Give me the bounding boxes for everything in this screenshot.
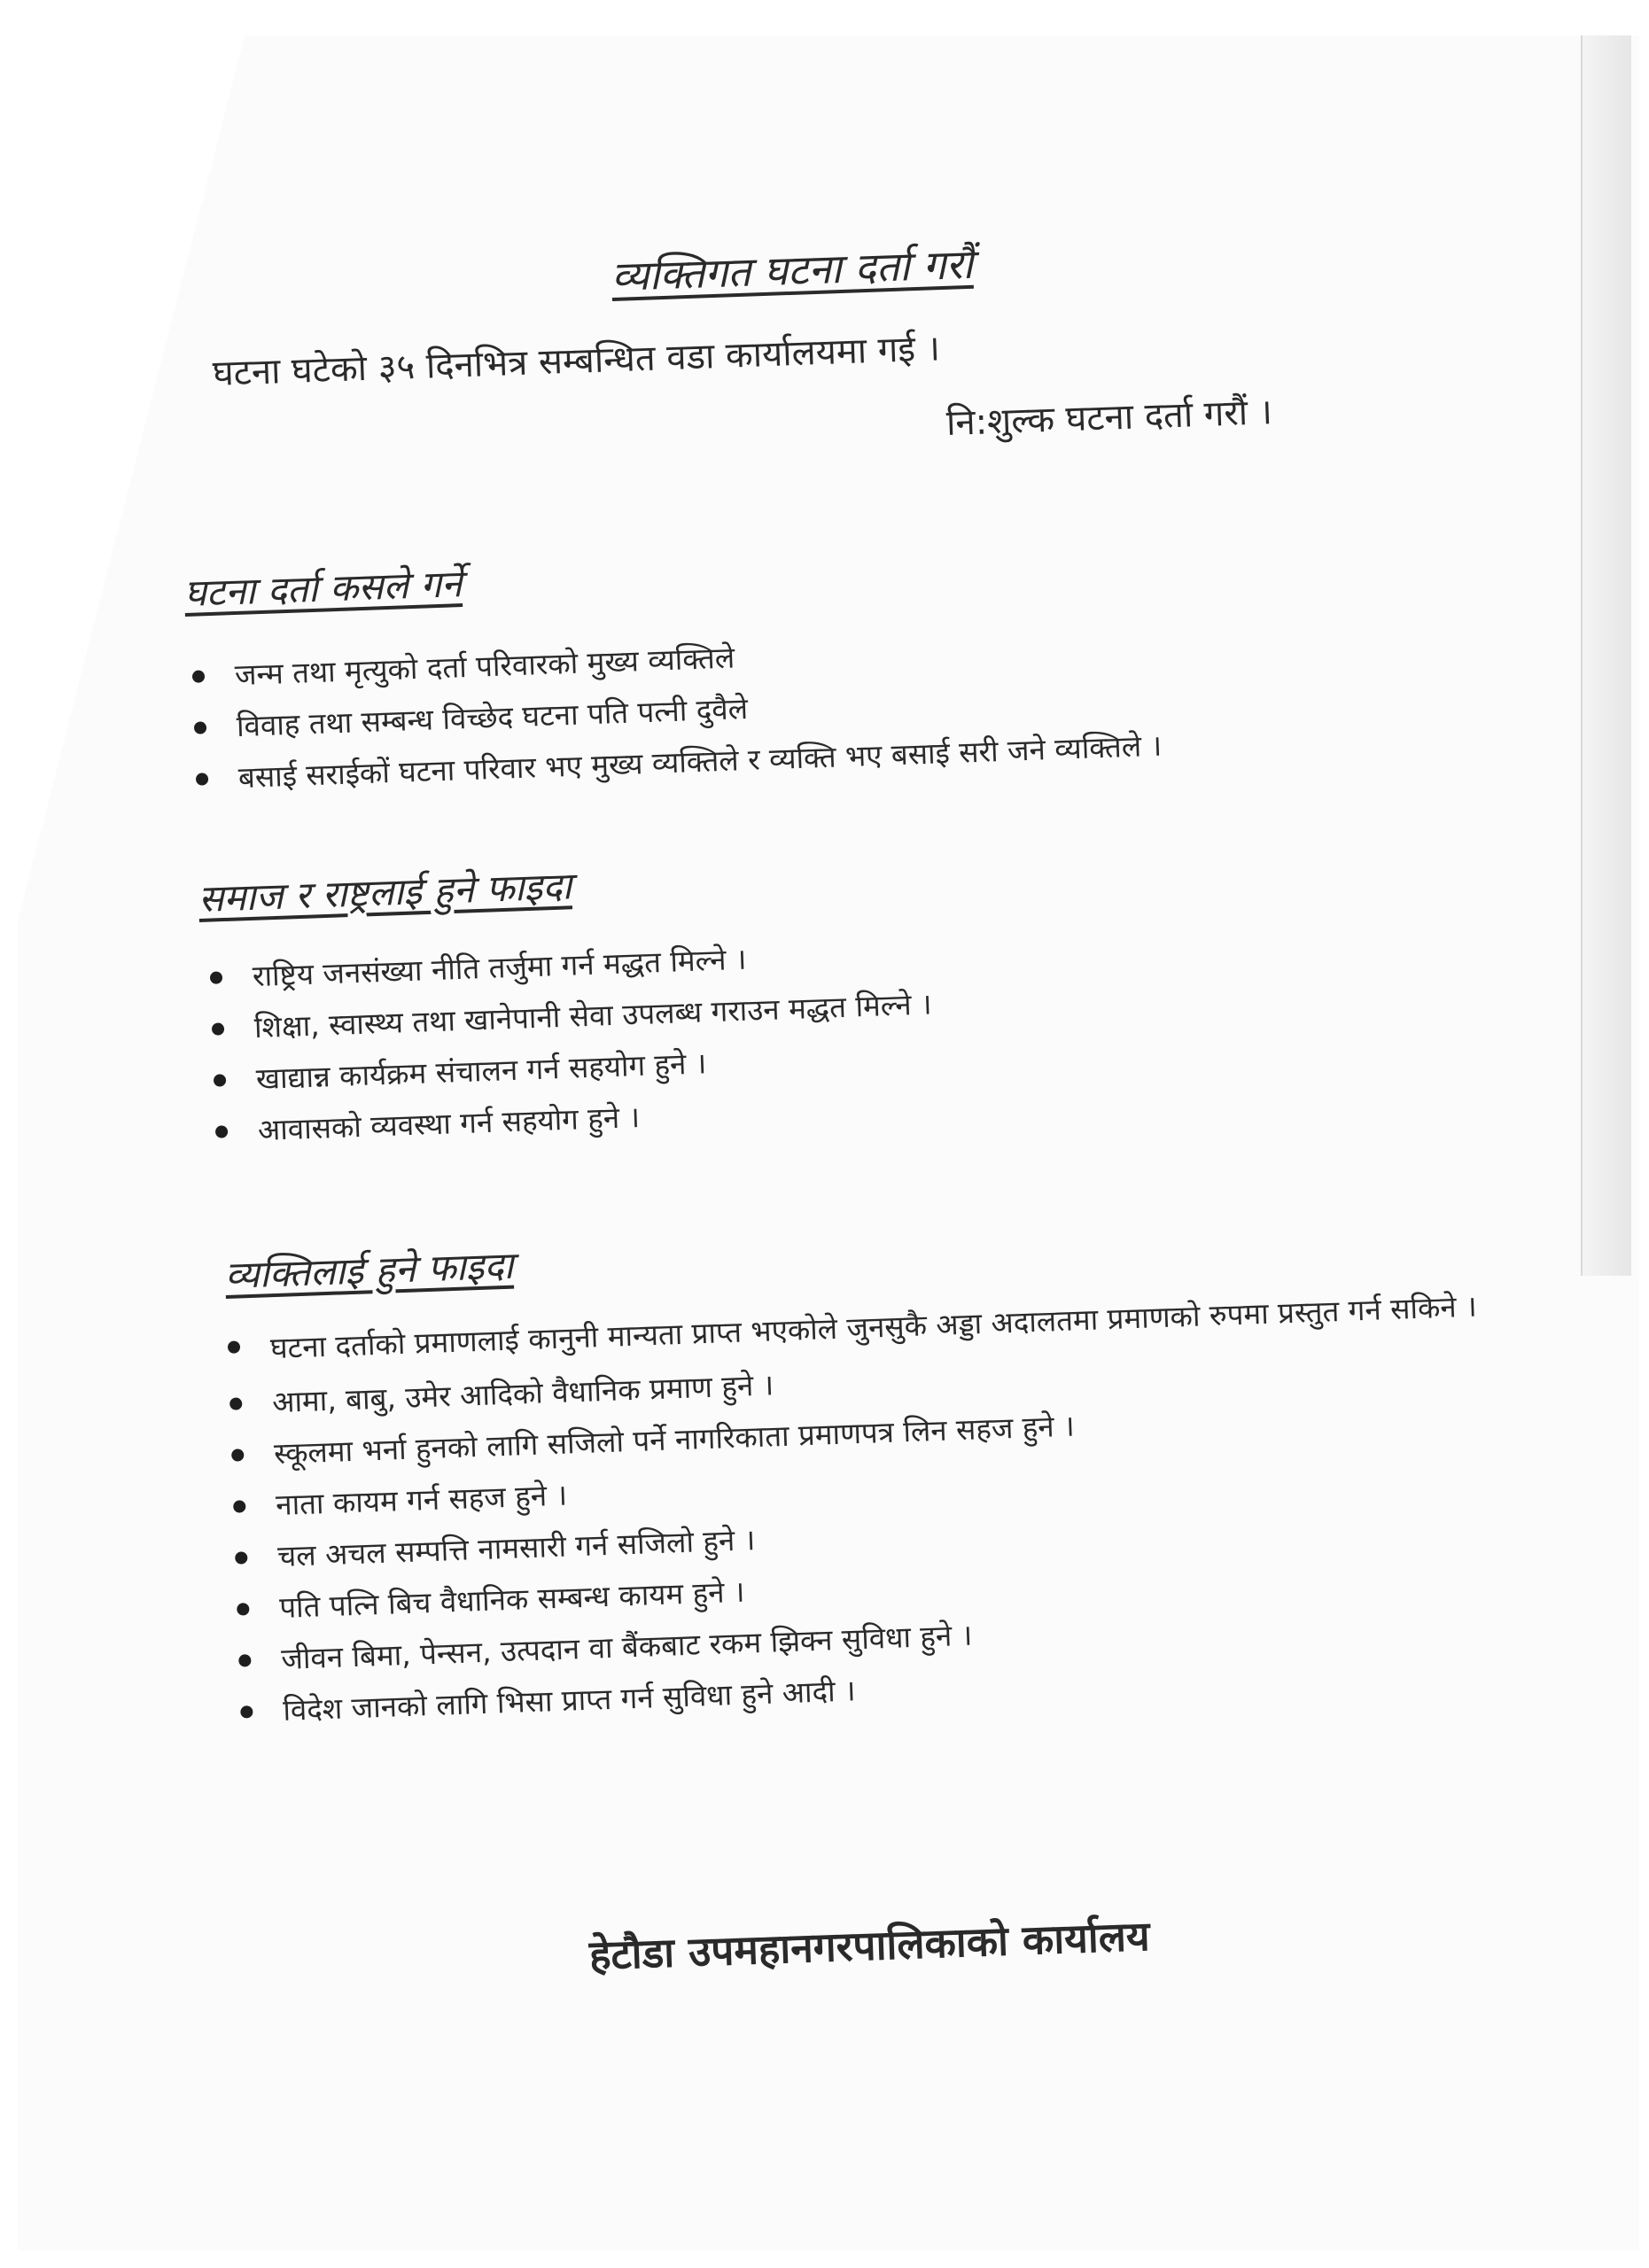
- document-title: व्यक्तिगत घटना दर्ता गरौं: [611, 239, 974, 300]
- list-item-text: खाद्यान्न कार्यक्रम संचालन गर्न सहयोग हुने ।: [255, 1045, 707, 1097]
- bullet-icon: [210, 971, 222, 983]
- bullet-icon: [196, 773, 208, 785]
- section-heading-individual-benefits: व्यक्तिलाई हुने फाइदा: [224, 1243, 515, 1297]
- section-heading-society-benefits: समाज र राष्ट्रलाई हुने फाइदा: [198, 864, 573, 920]
- list-item-text: बसाई सराईकों घटना परिवार भए मुख्य व्यक्तिले र व्यक्ति भए बसाई सरी जने व्यक्तिले ।: [237, 727, 1163, 796]
- bullet-icon: [237, 1603, 249, 1615]
- list-item-text: पति पत्नि बिच वैधानिक सम्बन्ध कायम हुने ।: [278, 1573, 746, 1625]
- list-item-text: आवासको व्यवस्था गर्न सहयोग हुने ।: [257, 1099, 641, 1148]
- bullet-icon: [233, 1500, 245, 1512]
- list-item-text: जीवन बिमा, पेन्सन, उत्पदान वा बैंकबाट रकम झिक्न सुविधा हुने ।: [280, 1617, 973, 1676]
- bullet-icon: [229, 1397, 242, 1410]
- bullet-icon: [235, 1551, 247, 1564]
- list-item-text: विवाह तथा सम्बन्ध विच्छेद घटना पति पत्नी दुवैले: [236, 690, 749, 744]
- list-item-text: जन्म तथा मृत्युको दर्ता परिवारको मुख्य व्यक्तिले: [234, 640, 735, 693]
- issuing-office: हेटौडा उपमहानगरपालिकाको कार्यालय: [588, 1911, 1151, 1979]
- list-item-text: नाता कायम गर्न सहज हुने ।: [275, 1477, 568, 1523]
- bullet-icon: [231, 1449, 244, 1461]
- bullet-icon: [214, 1074, 226, 1086]
- bullet-icon: [240, 1705, 253, 1718]
- list-item-text: स्कूलमा भर्ना हुनको लागि सजिलो पर्ने नागरिकाता प्रमाणपत्र लिन सहज हुने ।: [273, 1408, 1076, 1472]
- bullet-icon: [238, 1654, 251, 1666]
- bullet-icon: [228, 1340, 240, 1353]
- list-item-text: राष्ट्रिय जनसंख्या नीति तर्जुमा गर्न मद्धत मिल्ने ।: [252, 941, 748, 994]
- list-item-text: विदेश जानको लागि भिसा प्राप्त गर्न सुविधा हुने आदी ।: [282, 1673, 857, 1728]
- list-item-text: आमा, बाबु, उमेर आदिको वैधानिक प्रमाण हुने ।: [271, 1367, 774, 1420]
- section-list-who-registers: [188, 617, 1163, 805]
- bullet-icon: [194, 721, 206, 734]
- section-list-society-benefits: [206, 927, 937, 1157]
- intro-line-1: घटना घटेको ३५ दिनभित्र सम्बन्धित वडा कार्यालयमा गई ।: [212, 328, 941, 394]
- intro-line-2: नि:शुल्क घटना दर्ता गरौं ।: [945, 392, 1273, 444]
- list-item-text: शिक्षा, स्वास्थ्य तथा खानेपानी सेवा उपलब्ध गराउन मद्धत मिल्ने ।: [253, 986, 933, 1045]
- bullet-icon: [212, 1022, 224, 1035]
- list-item-text: घटना दर्ताको प्रमाणलाई कानुनी मान्यता प्राप्त भएकोले जुनसुकै अड्डा अदालतमा प्रमाणको रुपमा प्रस्तुत गर्न सकिने ।: [269, 1288, 1478, 1366]
- section-heading-who-registers: घटना दर्ता कसले गर्ने: [183, 562, 463, 615]
- list-item-text: चल अचल सम्पत्ति नामसारी गर्न सजिलो हुने ।: [276, 1522, 756, 1574]
- bullet-icon: [215, 1125, 228, 1138]
- bullet-icon: [192, 670, 205, 682]
- section-list-individual-benefits: [223, 1277, 1524, 1737]
